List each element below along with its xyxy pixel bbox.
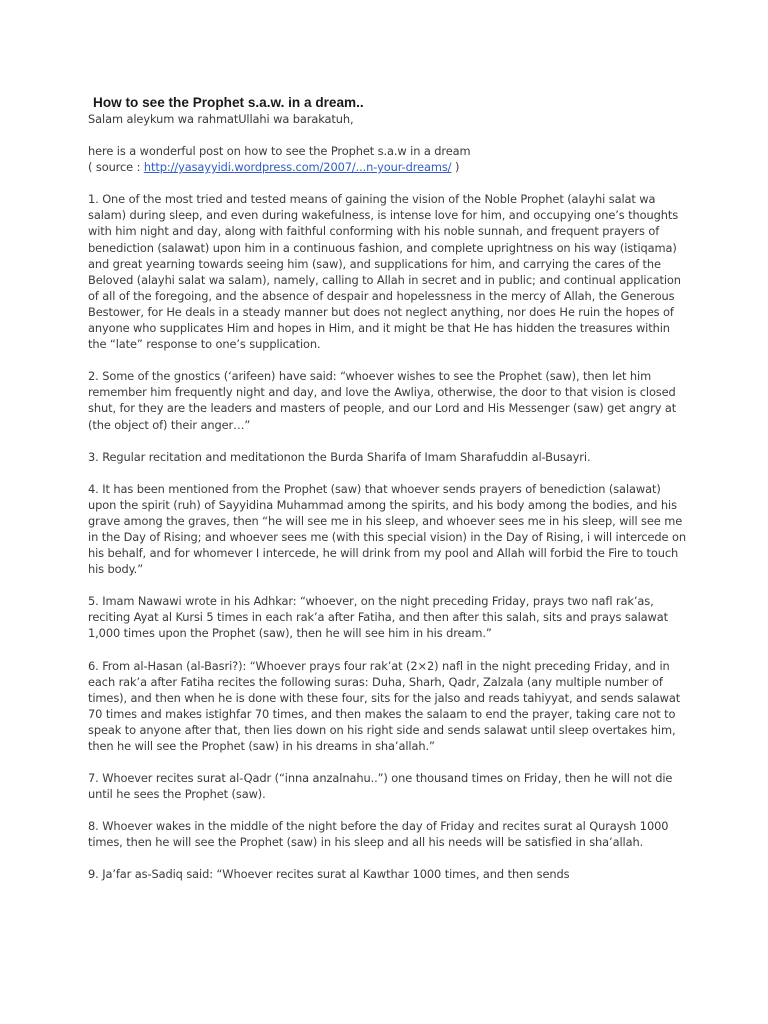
source-line (88, 159, 686, 175)
paragraph-1: 1. One of the most tried and tested means of gaining the vision of the Noble Prophet (alayhi salat wa salam) during sleep, and even during wakefulness, is intense love for him, and occupying one’s thoughts with him night and day, along with faithful conforming with his noble sunnah, and frequent prayers of benediction (salawat) upon him in a continuous fashion, and complete uprightness on his way (istiqama) and great yearning towards seeing him (saw), and supplications for him, and carrying the cares of the Beloved (alayhi salat wa salam), namely, calling to Allah in secret and in public; and continual application of all of the foregoing, and the absence of despair and hopelessness in the mercy of Allah, the Generous Bestower, for He deals in a steady manner but does not neglect anything, nor does He ruin the hopes of anyone who supplicates Him and hopes in Him, and it might be that He has hidden the treasures within the “late” response to one’s supplication. (88, 192, 681, 352)
paragraph-3: 3. Regular recitation and meditationon the Burda Sharifa of Imam Sharafuddin al-Busayri. (88, 449, 591, 464)
paragraph-2: 2. Some of the gnostics (‘arifeen) have said: “whoever wishes to see the Prophet (saw), then let him remember him frequently night and day, and love the Awliya, otherwise, the door to that vision is closed shut, for they are the leaders and masters of people, and our Lord and His Messenger (saw) get angry at (the object of) their anger…” (88, 369, 677, 432)
source-link[interactable]: http://yasayyidi.wordpress.com/2007/...n-your-dreams/ (143, 160, 452, 175)
paragraph-7: 7. Whoever recites surat al-Qadr (“inna anzalnahu..”) one thousand times on Friday, then he will not die until he sees the Prophet (saw). (88, 771, 673, 802)
post-title: How to see the Prophet s.a.w. in a dream.. (93, 95, 364, 110)
paragraph-8: 8. Whoever wakes in the middle of the night before the day of Friday and recites surat al Quraysh 1000 times, then he will see the Prophet (saw) in his sleep and all his needs will be satisfied in sha’allah. (88, 819, 669, 850)
spacer (88, 577, 686, 593)
spacer (88, 642, 686, 658)
spacer (88, 802, 686, 818)
spacer (88, 433, 686, 449)
spacer (88, 754, 686, 770)
paragraph-5: 5. Imam Nawawi wrote in his Adhkar: “whoever, on the night preceding Friday, prays two nafl rak’as, reciting Ayat al Kursi 5 times in each rak’a after Fatiha, and then after this salah, sits and prays salawat 1,000 times upon the Prophet (saw), then he will see him in his dream.” (88, 594, 669, 641)
paragraph-4: 4. It has been mentioned from the Prophet (saw) that whoever sends prayers of benediction (salawat) upon the spirit (ruh) of Sayyidina Muhammad among the spirits, and his body among the bodies, and his grave among the graves, then “he will see me in his sleep, and whoever sees me in his sleep, will see me in the Day of Rising; and whoever sees me (with this special vision) in the Day of Rising, i will intercede on his behalf, and for whomever I intercede, he will drink from my pool and Allah will forbid the Fire to touch his body.” (88, 481, 686, 577)
greeting-line: Salam aleykum wa rahmatUllahi wa barakatuh, (88, 112, 354, 126)
paragraph-6: 6. From al-Hasan (al-Basri?): “Whoever prays four rak’at (2×2) nafl in the night preceding Friday, and in each rak’a after Fatiha recites the following suras: Duha, Sharh, Qadr, Zalzala (any multiple number of times), and then when he is done with these four, sits for the jalso and reads tahiyyat, and sends salawat 70 times and makes istighfar 70 times, and then makes the salaam to end the prayer, taking care not to speak to anyone after that, then lies down on his right side and sends salawat until sleep overtakes him, then he will see the Prophet (saw) in his dreams in sha’allah.” (88, 658, 681, 753)
spacer (88, 127, 686, 143)
intro-line: here is a wonderful post on how to see the Prophet s.a.w in a dream (88, 144, 471, 159)
spacer (88, 175, 686, 191)
paragraph-9: 9. Ja’far as-Sadiq said: “Whoever recites surat al Kawthar 1000 times, and then sends (88, 867, 570, 882)
source-suffix: ) (451, 160, 460, 175)
source-prefix: ( source : (88, 160, 144, 175)
spacer (88, 850, 686, 866)
spacer (88, 465, 686, 481)
spacer (88, 352, 686, 368)
